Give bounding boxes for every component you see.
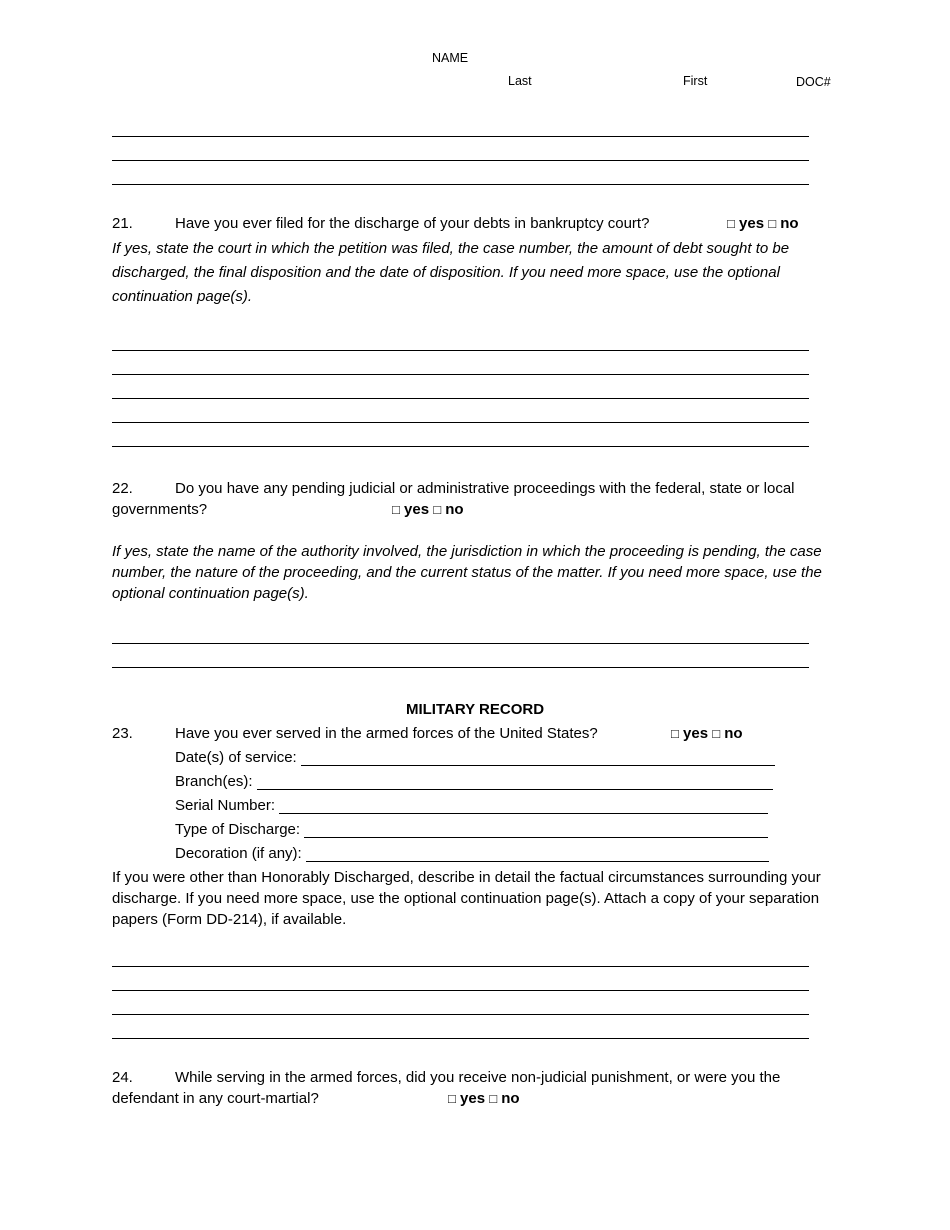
question-24-text-line2: defendant in any court-martial? bbox=[112, 1090, 319, 1107]
answer-line[interactable] bbox=[112, 422, 809, 423]
yes-checkbox[interactable]: □ bbox=[727, 216, 735, 231]
yes-label: yes bbox=[460, 1090, 486, 1107]
discharge-type-input[interactable] bbox=[304, 823, 768, 838]
no-checkbox[interactable]: □ bbox=[489, 1091, 498, 1106]
discharge-type-label: Type of Discharge: bbox=[175, 821, 301, 838]
answer-line[interactable] bbox=[112, 374, 809, 375]
no-label: no bbox=[445, 501, 464, 518]
last-name-label: Last bbox=[508, 74, 532, 88]
service-dates-label: Date(s) of service: bbox=[175, 749, 297, 766]
military-record-heading: MILITARY RECORD bbox=[405, 701, 545, 718]
serial-number-label: Serial Number: bbox=[175, 797, 276, 814]
answer-line[interactable] bbox=[112, 990, 809, 991]
answer-line[interactable] bbox=[112, 184, 809, 185]
no-checkbox[interactable]: □ bbox=[433, 502, 442, 517]
yes-label: yes bbox=[683, 725, 709, 742]
decoration-field bbox=[175, 845, 769, 862]
question-23-text: Have you ever served in the armed forces of the United States? bbox=[175, 725, 598, 742]
yes-checkbox[interactable]: □ bbox=[671, 726, 679, 741]
question-22-text-line2: governments? bbox=[112, 501, 208, 518]
discharge-type-field bbox=[175, 821, 768, 838]
answer-line[interactable] bbox=[112, 350, 809, 351]
question-21-number: 21. bbox=[112, 215, 133, 232]
branch-label: Branch(es): bbox=[175, 773, 253, 790]
question-22-text-line1: Do you have any pending judicial or administrative proceedings with the federal, state or local bbox=[175, 480, 795, 497]
yes-checkbox[interactable]: □ bbox=[392, 502, 400, 517]
discharge-instructions: If you were other than Honorably Discharged, describe in detail the factual circumstances surrounding your discharge. If you need more space, use the optional continuation page(s). Attach a copy of your separation papers (Form DD-214), if available. bbox=[112, 869, 821, 928]
serial-number-field bbox=[175, 797, 768, 814]
question-22-number: 22. bbox=[112, 480, 133, 497]
question-24-text-line1: While serving in the armed forces, did you receive non-judicial punishment, or were you the bbox=[175, 1069, 781, 1086]
answer-line[interactable] bbox=[112, 643, 809, 644]
doc-number-label: DOC# bbox=[796, 75, 831, 89]
question-23-number: 23. bbox=[112, 725, 133, 742]
question-21-text: Have you ever filed for the discharge of your debts in bankruptcy court? bbox=[175, 215, 650, 232]
question-24-number: 24. bbox=[112, 1069, 133, 1086]
answer-line[interactable] bbox=[112, 446, 809, 447]
no-label: no bbox=[501, 1090, 520, 1107]
no-checkbox[interactable]: □ bbox=[768, 216, 777, 231]
question-21-options bbox=[727, 215, 799, 232]
answer-line[interactable] bbox=[112, 966, 809, 967]
name-label: NAME bbox=[432, 51, 469, 65]
no-label: no bbox=[780, 215, 799, 232]
yes-label: yes bbox=[739, 215, 765, 232]
answer-line[interactable] bbox=[112, 667, 809, 668]
serial-number-input[interactable] bbox=[279, 799, 768, 814]
answer-line[interactable] bbox=[112, 1014, 809, 1015]
no-checkbox[interactable]: □ bbox=[712, 726, 721, 741]
answer-line[interactable] bbox=[112, 136, 809, 137]
decoration-label: Decoration (if any): bbox=[175, 845, 302, 862]
first-name-label: First bbox=[683, 74, 708, 88]
answer-line[interactable] bbox=[112, 398, 809, 399]
answer-line[interactable] bbox=[112, 1038, 809, 1039]
yes-checkbox[interactable]: □ bbox=[448, 1091, 456, 1106]
service-dates-input[interactable] bbox=[301, 751, 775, 766]
branch-input[interactable] bbox=[257, 775, 773, 790]
question-22-options bbox=[392, 501, 464, 518]
question-23-options bbox=[671, 725, 743, 742]
question-21-instructions: If yes, state the court in which the petition was filed, the case number, the amount of debt sought to be discharged, the final disposition and the date of disposition. If you need more space, use the optional continuation page(s). bbox=[112, 240, 790, 305]
service-dates-field bbox=[175, 749, 775, 766]
answer-line[interactable] bbox=[112, 160, 809, 161]
yes-label: yes bbox=[404, 501, 430, 518]
decoration-input[interactable] bbox=[306, 847, 769, 862]
question-22-instructions: If yes, state the name of the authority involved, the jurisdiction in which the proceeding is pending, the case number, the nature of the proceeding, and the current status of the matter. If you need more space, use the optional continuation page(s). bbox=[112, 543, 822, 602]
branch-field bbox=[175, 773, 773, 790]
no-label: no bbox=[724, 725, 743, 742]
question-24-options bbox=[448, 1090, 520, 1107]
